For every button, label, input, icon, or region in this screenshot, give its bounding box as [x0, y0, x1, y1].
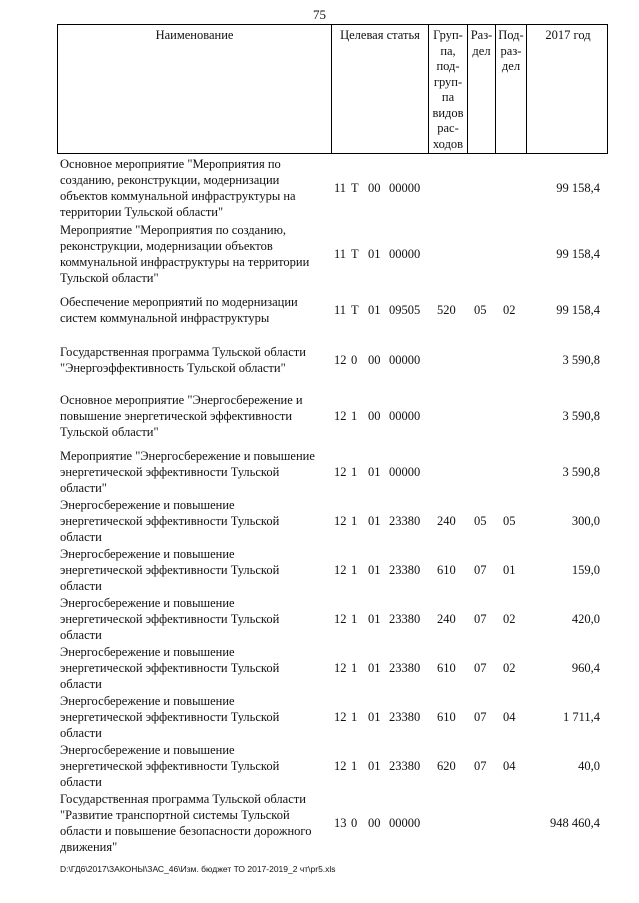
target-code-subprogram: 0 — [351, 816, 358, 830]
amount-cell: 99 158,4 — [556, 303, 600, 317]
page-number: 75 — [313, 7, 326, 22]
subsection-cell: 04 — [503, 710, 516, 724]
target-code-subprogram: Т — [351, 181, 359, 195]
amount-cell: 300,0 — [571, 514, 600, 528]
target-code-program: 12 — [334, 465, 347, 479]
header-target-article: Целевая статья — [331, 25, 428, 153]
target-code-program: 12 — [334, 353, 347, 367]
amount-cell: 3 590,8 — [562, 409, 600, 423]
target-code-subprogram: 1 — [351, 514, 358, 528]
target-code-direction: 00000 — [389, 465, 421, 479]
target-code-program: 12 — [334, 514, 347, 528]
header-year-2017: 2017 год — [526, 25, 609, 153]
target-code-event: 01 — [368, 563, 381, 577]
target-code-event: 00 — [368, 409, 381, 423]
section-cell: 07 — [474, 710, 487, 724]
expense-group-cell: 610 — [437, 710, 456, 724]
target-code-program: 11 — [334, 303, 347, 317]
target-code-direction: 00000 — [389, 816, 421, 830]
target-code-program: 11 — [334, 181, 347, 195]
row-name: Основное мероприятие "Мероприятия по созданию, реконструкции, модернизации объектов коммунальной инфраструктуры на территории Тульской области" — [60, 157, 296, 219]
subsection-cell: 04 — [503, 759, 516, 773]
header-subsection: Под- раз- дел — [495, 25, 526, 153]
file-path-footer: D:\ГД6\2017\ЗАКОНЫ\ЗАС_46\Изм. бюджет ТО 2017-2019_2 чт\pr5.xls — [60, 864, 336, 874]
target-code-direction: 23380 — [389, 661, 421, 675]
header-section: Раз- дел — [467, 25, 495, 153]
target-code-event: 00 — [368, 353, 381, 367]
target-code-subprogram: 1 — [351, 409, 358, 423]
expense-group-cell: 610 — [437, 661, 456, 675]
expense-group-cell: 620 — [437, 759, 456, 773]
target-code-subprogram: Т — [351, 247, 359, 261]
target-code-program: 11 — [334, 247, 347, 261]
target-code-direction: 23380 — [389, 759, 421, 773]
row-name: Государственная программа Тульской области "Энергоэффективность Тульской области" — [60, 345, 306, 375]
row-name: Энергосбережение и повышение энергетической эффективности Тульской области — [60, 645, 280, 691]
amount-cell: 99 158,4 — [556, 247, 600, 261]
target-code-direction: 00000 — [389, 247, 421, 261]
header-name: Наименование — [155, 28, 234, 42]
target-code-direction: 00000 — [389, 181, 421, 195]
target-code-direction: 00000 — [389, 353, 421, 367]
row-name: Мероприятие "Мероприятия по созданию, реконструкции, модернизации объектов коммунальной инфраструктуры на территории Тульской области" — [60, 223, 310, 285]
row-name: Энергосбережение и повышение энергетической эффективности Тульской области — [60, 694, 280, 740]
amount-cell: 1 711,4 — [562, 710, 600, 724]
target-code-event: 01 — [368, 612, 381, 626]
row-name: Основное мероприятие "Энергосбережение и повышение энергетической эффективности Тульской области" — [60, 393, 303, 439]
expense-group-cell: 240 — [437, 514, 456, 528]
target-code-event: 01 — [368, 759, 381, 773]
target-code-subprogram: 1 — [351, 563, 358, 577]
section-cell: 07 — [474, 563, 487, 577]
row-name: Энергосбережение и повышение энергетической эффективности Тульской области — [60, 498, 280, 544]
target-code-event: 01 — [368, 303, 381, 317]
target-code-direction: 09505 — [389, 303, 421, 317]
row-name: Государственная программа Тульской области "Развитие транспортной системы Тульской области и повышение безопасности дорожного движения" — [60, 792, 312, 854]
target-code-subprogram: 1 — [351, 612, 358, 626]
row-name: Обеспечение мероприятий по модернизации систем коммунальной инфраструктуры — [60, 295, 298, 325]
amount-cell: 420,0 — [571, 612, 600, 626]
target-code-subprogram: 1 — [351, 710, 358, 724]
expense-group-cell: 610 — [437, 563, 456, 577]
target-code-event: 00 — [368, 181, 381, 195]
section-cell: 07 — [474, 661, 487, 675]
target-code-program: 12 — [334, 612, 347, 626]
amount-cell: 948 460,4 — [550, 816, 600, 830]
target-code-program: 12 — [334, 710, 347, 724]
target-code-event: 00 — [368, 816, 381, 830]
target-code-event: 01 — [368, 465, 381, 479]
amount-cell: 3 590,8 — [562, 353, 600, 367]
row-name: Энергосбережение и повышение энергетической эффективности Тульской области — [60, 596, 280, 642]
target-code-direction: 23380 — [389, 563, 421, 577]
target-code-event: 01 — [368, 514, 381, 528]
subsection-cell: 05 — [503, 514, 516, 528]
target-code-program: 12 — [334, 661, 347, 675]
header-expense-group: Груп- па, под- груп- па видов рас- ходов — [428, 25, 467, 153]
target-code-event: 01 — [368, 661, 381, 675]
target-code-subprogram: 0 — [351, 353, 358, 367]
target-code-program: 12 — [334, 563, 347, 577]
subsection-cell: 02 — [503, 661, 516, 675]
amount-cell: 40,0 — [578, 759, 600, 773]
amount-cell: 159,0 — [571, 563, 600, 577]
target-code-direction: 23380 — [389, 612, 421, 626]
target-code-program: 13 — [334, 816, 347, 830]
table-header — [57, 24, 608, 154]
row-name: Мероприятие "Энергосбережение и повышение энергетической эффективности Тульской области" — [60, 449, 315, 495]
section-cell: 05 — [474, 303, 487, 317]
expense-group-cell: 240 — [437, 612, 456, 626]
row-name: Энергосбережение и повышение энергетической эффективности Тульской области — [60, 547, 280, 593]
target-code-direction: 23380 — [389, 514, 421, 528]
target-code-program: 12 — [334, 409, 347, 423]
amount-cell: 99 158,4 — [556, 181, 600, 195]
subsection-cell: 02 — [503, 612, 516, 626]
subsection-cell: 01 — [503, 563, 516, 577]
target-code-direction: 23380 — [389, 710, 421, 724]
target-code-direction: 00000 — [389, 409, 421, 423]
section-cell: 07 — [474, 612, 487, 626]
expense-group-cell: 520 — [437, 303, 456, 317]
amount-cell: 960,4 — [571, 661, 600, 675]
target-code-subprogram: Т — [351, 303, 359, 317]
row-name: Энергосбережение и повышение энергетической эффективности Тульской области — [60, 743, 280, 789]
target-code-program: 12 — [334, 759, 347, 773]
amount-cell: 3 590,8 — [562, 465, 600, 479]
section-cell: 05 — [474, 514, 487, 528]
target-code-subprogram: 1 — [351, 465, 358, 479]
target-code-subprogram: 1 — [351, 661, 358, 675]
section-cell: 07 — [474, 759, 487, 773]
target-code-event: 01 — [368, 710, 381, 724]
subsection-cell: 02 — [503, 303, 516, 317]
target-code-event: 01 — [368, 247, 381, 261]
target-code-subprogram: 1 — [351, 759, 358, 773]
